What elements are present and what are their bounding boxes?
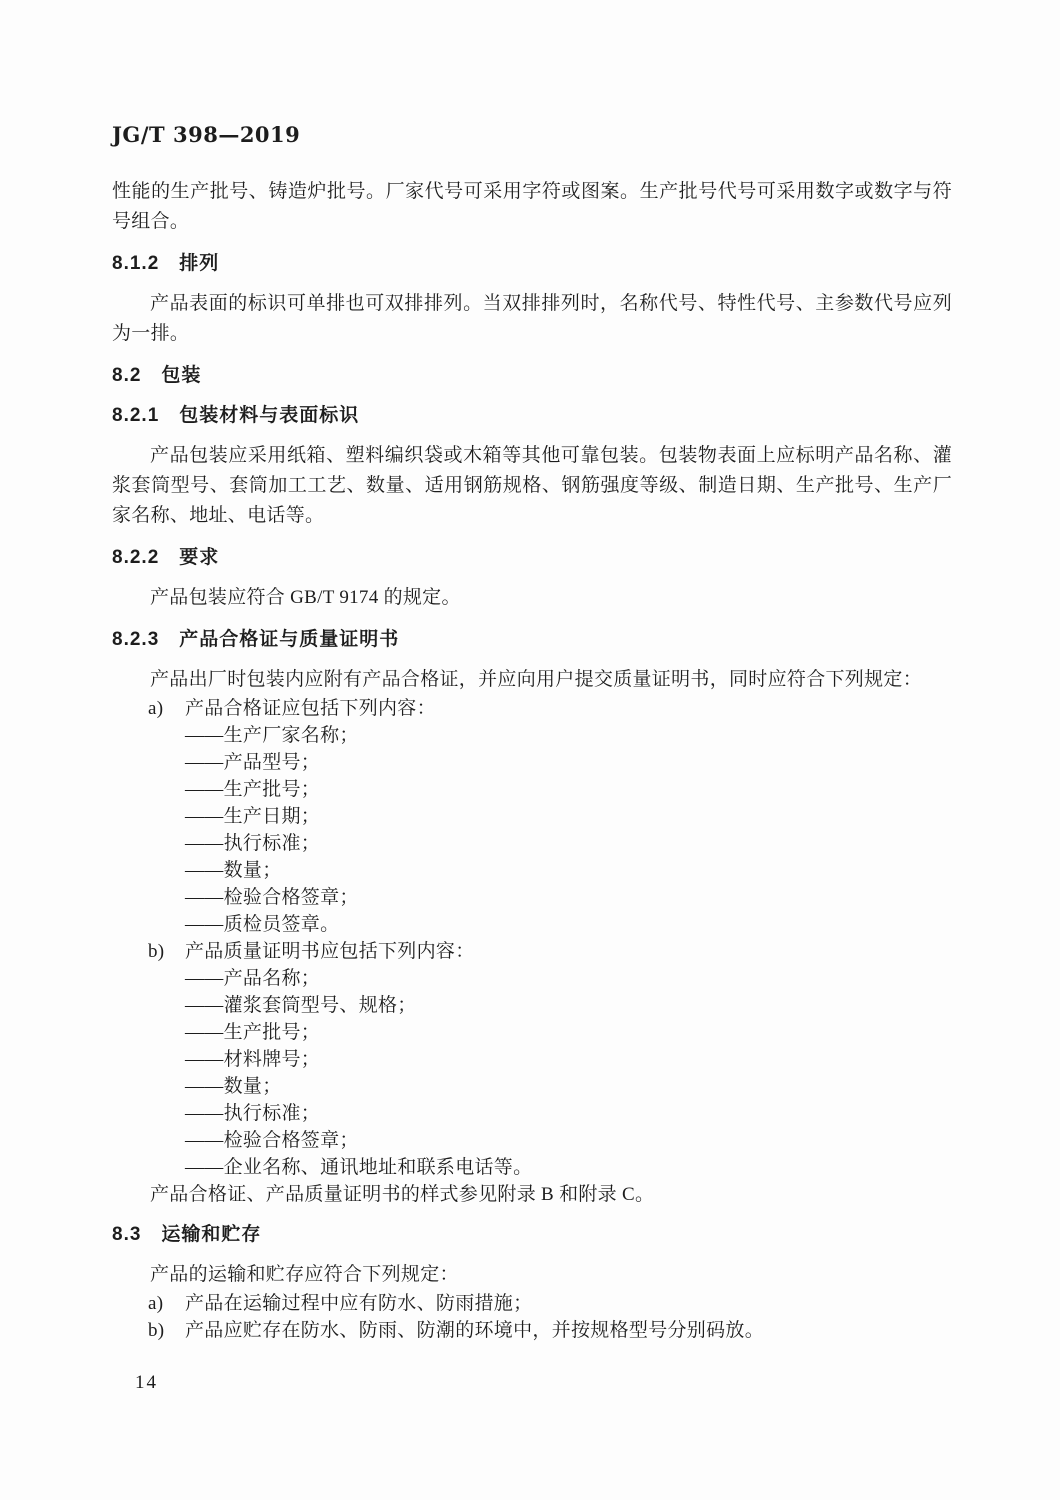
heading-8-2-1 <box>112 403 952 429</box>
list-item-b <box>112 1317 952 1344</box>
heading-title: 要求 <box>179 547 220 568</box>
heading-number: 8.3 <box>112 1224 142 1245</box>
list-item-label: b) <box>148 1320 165 1341</box>
dash-item: ——生产批号； <box>185 779 321 800</box>
heading-8-2-2 <box>112 545 952 571</box>
heading-number: 8.2.1 <box>112 405 160 426</box>
page-number: 14 <box>135 1372 158 1393</box>
paragraph-8-3: 产品的运输和贮存应符合下列规定： <box>150 1264 459 1285</box>
heading-number: 8.2 <box>112 365 142 386</box>
heading-8-2 <box>112 363 952 389</box>
dash-item: ——产品型号； <box>185 752 321 773</box>
list-item-text: 产品合格证应包括下列内容： <box>185 698 436 719</box>
dash-item: ——灌浆套筒型号、规格； <box>185 995 417 1016</box>
dash-item: ——数量； <box>185 860 282 881</box>
list-item-label: a) <box>148 698 164 719</box>
heading-title: 运输和贮存 <box>161 1224 262 1245</box>
list-item-a <box>112 1290 952 1317</box>
heading-title: 排列 <box>179 253 220 274</box>
list-item-b <box>112 938 952 965</box>
dash-item: ——产品名称； <box>185 968 321 989</box>
dash-item: ——检验合格签章； <box>185 887 359 908</box>
dash-item: ——材料牌号； <box>185 1049 321 1070</box>
paragraph-8-2-2: 产品包装应符合 GB/T 9174 的规定。 <box>150 587 461 608</box>
dash-item: ——执行标准； <box>185 833 321 854</box>
heading-number: 8.1.2 <box>112 253 160 274</box>
list-item-label: b) <box>148 941 165 962</box>
list-item-text: 产品质量证明书应包括下列内容： <box>185 941 475 962</box>
heading-title: 包装材料与表面标识 <box>179 405 360 426</box>
paragraph-8-2-1: 产品包装应采用纸箱、塑料编织袋或木箱等其他可靠包装。包装物表面上应标明产品名称、灌浆套筒型号、套筒加工工艺、数量、适用钢筋规格、钢筋强度等级、制造日期、生产批号、生产厂家名称、地址、电话等。 <box>112 445 952 526</box>
doc-number-header: JG/T 398—2019 <box>112 122 301 147</box>
heading-8-3 <box>112 1222 952 1248</box>
dash-item: ——质检员签章。 <box>185 914 340 935</box>
heading-number: 8.2.3 <box>112 629 160 650</box>
heading-title: 产品合格证与质量证明书 <box>179 629 400 650</box>
dash-item: ——生产批号； <box>185 1022 321 1043</box>
paragraph-8-1-2: 产品表面的标识可单排也可双排排列。当双排排列时，名称代号、特性代号、主参数代号应列为一排。 <box>112 293 952 344</box>
dash-item: ——检验合格签章； <box>185 1130 359 1151</box>
list-item-a <box>112 695 952 722</box>
paragraph-continuation: 性能的生产批号、铸造炉批号。厂家代号可采用字符或图案。生产批号代号可采用数字或数字与符号组合。 <box>112 181 952 232</box>
heading-8-2-3 <box>112 627 952 653</box>
paragraph-8-2-3: 产品出厂时包装内应附有产品合格证，并应向用户提交质量证明书，同时应符合下列规定： <box>150 669 923 690</box>
heading-number: 8.2.2 <box>112 547 160 568</box>
dash-item: ——数量； <box>185 1076 282 1097</box>
dash-item: ——执行标准； <box>185 1103 321 1124</box>
list-item-text: 产品应贮存在防水、防雨、防潮的环境中，并按规格型号分别码放。 <box>185 1320 765 1341</box>
dash-item: ——生产厂家名称； <box>185 725 359 746</box>
paragraph-8-2-3-closing: 产品合格证、产品质量证明书的样式参见附录 B 和附录 C。 <box>150 1184 655 1205</box>
list-item-label: a) <box>148 1293 164 1314</box>
list-item-text: 产品在运输过程中应有防水、防雨措施； <box>185 1293 533 1314</box>
dash-item: ——企业名称、通讯地址和联系电话等。 <box>185 1157 533 1178</box>
dash-item: ——生产日期； <box>185 806 321 827</box>
heading-title: 包装 <box>161 365 202 386</box>
heading-8-1-2 <box>112 251 952 277</box>
